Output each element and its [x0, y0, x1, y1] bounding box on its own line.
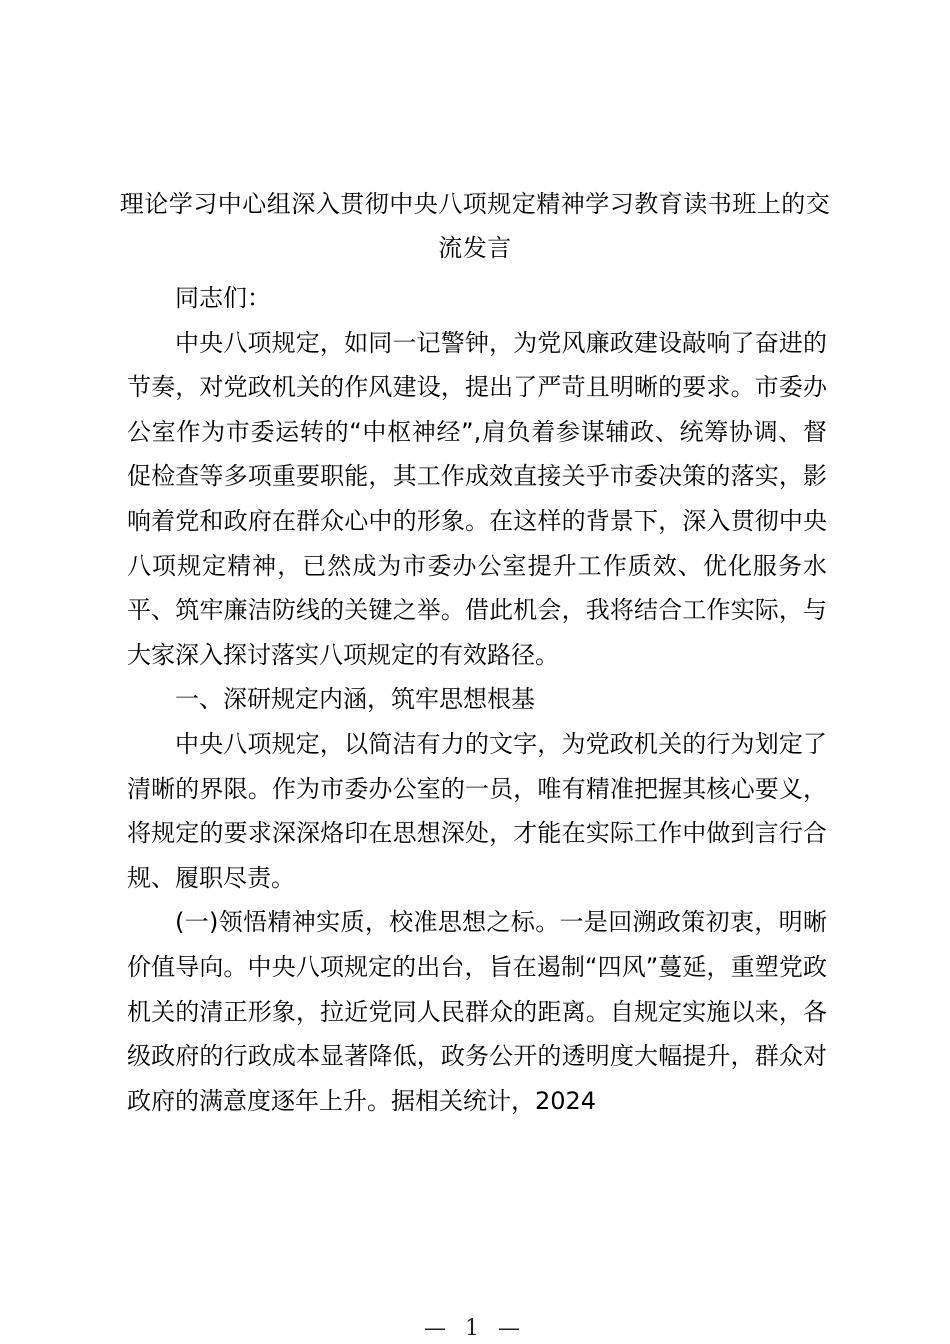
document-title: 理论学习中心组深入贯彻中央八项规定精神学习教育读书班上的交流发言: [119, 190, 831, 262]
document-body: [127, 276, 827, 1123]
salutation: 同志们：: [175, 284, 271, 312]
paragraph-intro: 中央八项规定，如同一记警钟，为党风廉政建设敲响了奋进的节奏，对党政机关的作风建设，提出了严苛且明晰的要求。市委办公室作为市委运转的“中枢神经”,肩负着参谋辅政、统筹协调、督促检查等多项重要职能，其工作成效直接关乎市委决策的落实，影响着党和政府在群众心中的形象。在这样的背景下，深入贯彻中央八项规定精神，已然成为市委办公室提升工作质效、优化服务水平、筑牢廉洁防线的关键之举。借此机会，我将结合工作实际，与大家深入探讨落实八项规定的有效路径。: [127, 328, 827, 669]
section-heading-1: 一、深研规定内涵，筑牢思想根基: [175, 685, 535, 714]
page-number: — 1 —: [424, 1316, 526, 1341]
paragraph-subsection-1: (一)领悟精神实质，校准思想之标。一是回溯政策初衷，明晰价值导向。中央八项规定的出台，旨在遏制“四风”蔓延，重塑党政机关的清正形象，拉近党同人民群众的距离。自规定实施以来，各级政府的行政成本显著降低，政务公开的透明度大幅提升，群众对政府的满意度逐年上升。据相关统计，2024: [127, 908, 827, 1115]
paragraph-section-1: 中央八项规定，以简洁有力的文字，为党政机关的行为划定了清晰的界限。作为市委办公室的一员，唯有精准把握其核心要义，将规定的要求深深烙印在思想深处，才能在实际工作中做到言行合规、履职尽责。: [127, 729, 827, 892]
